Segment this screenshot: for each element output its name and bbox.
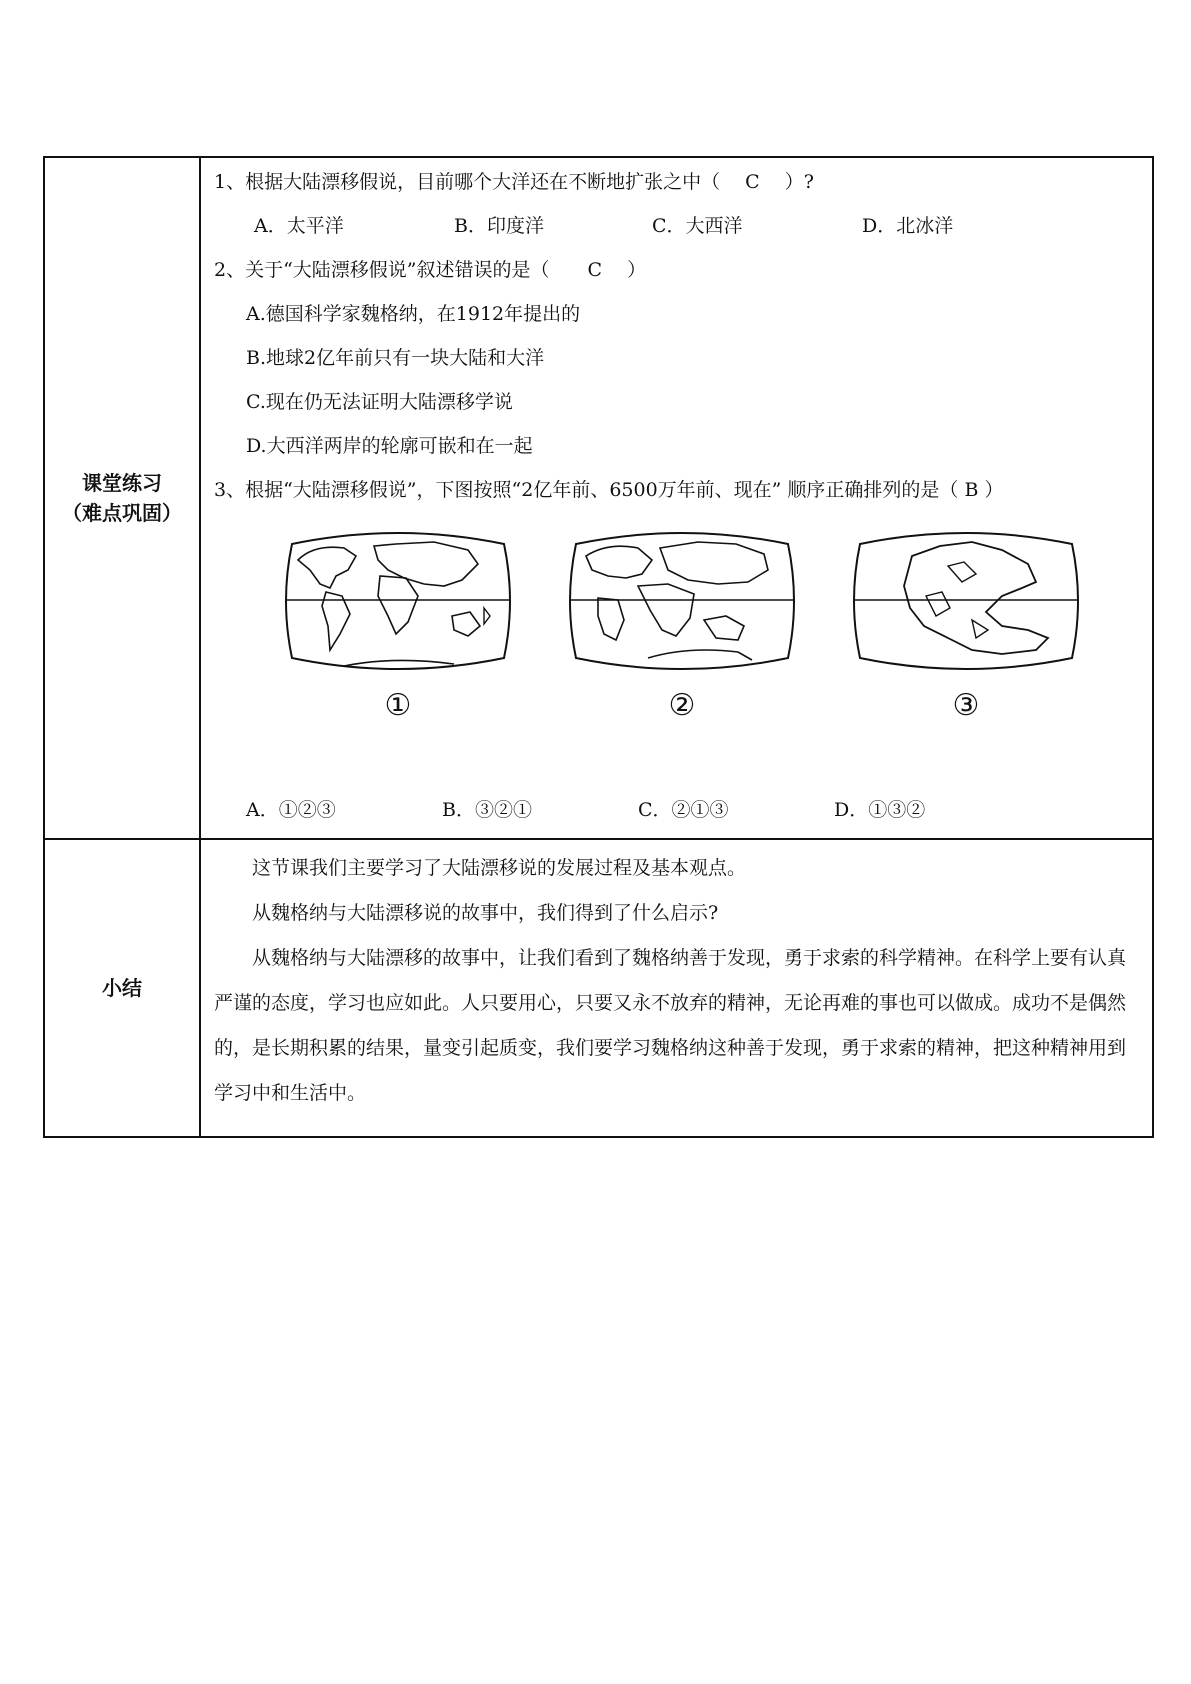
practice-content <box>200 157 1153 839</box>
world-map-65ma-icon <box>568 526 796 676</box>
summary-row <box>44 839 1153 1137</box>
summary-paragraph-3: 从魏格纳与大陆漂移的故事中，让我们看到了魏格纳善于发现，勇于求索的科学精神。在科学上要有认真严谨的态度，学习也应如此。人只要用心，只要又永不放弃的精神，无论再难的事也可以做成。成功不是偶然的，是长期积累的结果，量变引起质变，我们要学习魏格纳这种善于发现，勇于求索的精神，把这种精神用到学习中和生活中。 <box>214 947 1127 1104</box>
continent-maps <box>214 508 1144 788</box>
practice-row <box>44 157 1153 839</box>
map-3-number: ③ <box>952 688 980 723</box>
q2-option-a: A.德国科学家魏格纳，在1912年提出的 <box>246 303 581 325</box>
q2-option-d: D.大西洋两岸的轮廓可嵌和在一起 <box>246 435 533 457</box>
q2-option-b: B.地球2亿年前只有一块大陆和大洋 <box>246 347 545 369</box>
question-3-options <box>214 788 1144 832</box>
question-3-stem: 3、根据“大陆漂移假说”，下图按照“2亿年前、6500万年前、现在” 顺序正确排列的是（ B ） <box>214 479 1004 501</box>
q1-option-d: D．北冰洋 <box>862 215 954 237</box>
question-2-stem: 2、关于“大陆漂移假说”叙述错误的是（ C ） <box>214 259 647 281</box>
summary-content <box>200 839 1153 1137</box>
q3-option-d: D．①③② <box>834 799 926 821</box>
practice-label: 课堂练习 <box>82 471 162 495</box>
q3-option-b: B．③②① <box>442 799 532 821</box>
q1-option-a: A．太平洋 <box>254 215 344 237</box>
map-1 <box>284 526 512 788</box>
lesson-table <box>43 156 1154 1138</box>
q1-option-b: B．印度洋 <box>454 215 544 237</box>
question-1-options <box>214 204 1144 248</box>
map-1-number: ① <box>384 688 412 723</box>
map-3 <box>852 526 1080 788</box>
practice-label-cell <box>44 157 200 839</box>
q2-option-c: C.现在仍无法证明大陆漂移学说 <box>246 391 513 413</box>
q3-option-c: C．②①③ <box>638 799 729 821</box>
q3-option-a: A．①②③ <box>246 799 336 821</box>
map-2-number: ② <box>668 688 696 723</box>
summary-label-cell <box>44 839 200 1137</box>
map-2 <box>568 526 796 788</box>
world-map-pangaea-icon <box>852 526 1080 676</box>
summary-paragraph-2: 从魏格纳与大陆漂移说的故事中，我们得到了什么启示? <box>252 902 719 924</box>
q1-option-c: C．大西洋 <box>652 215 743 237</box>
summary-label: 小结 <box>102 976 142 1000</box>
world-map-present-icon <box>284 526 512 676</box>
practice-sublabel: （难点巩固） <box>62 501 182 525</box>
summary-paragraph-1: 这节课我们主要学习了大陆漂移说的发展过程及基本观点。 <box>252 857 747 879</box>
question-1-stem: 1、根据大陆漂移假说，目前哪个大洋还在不断地扩张之中（ C ）? <box>214 171 814 193</box>
worksheet <box>43 156 1154 1138</box>
